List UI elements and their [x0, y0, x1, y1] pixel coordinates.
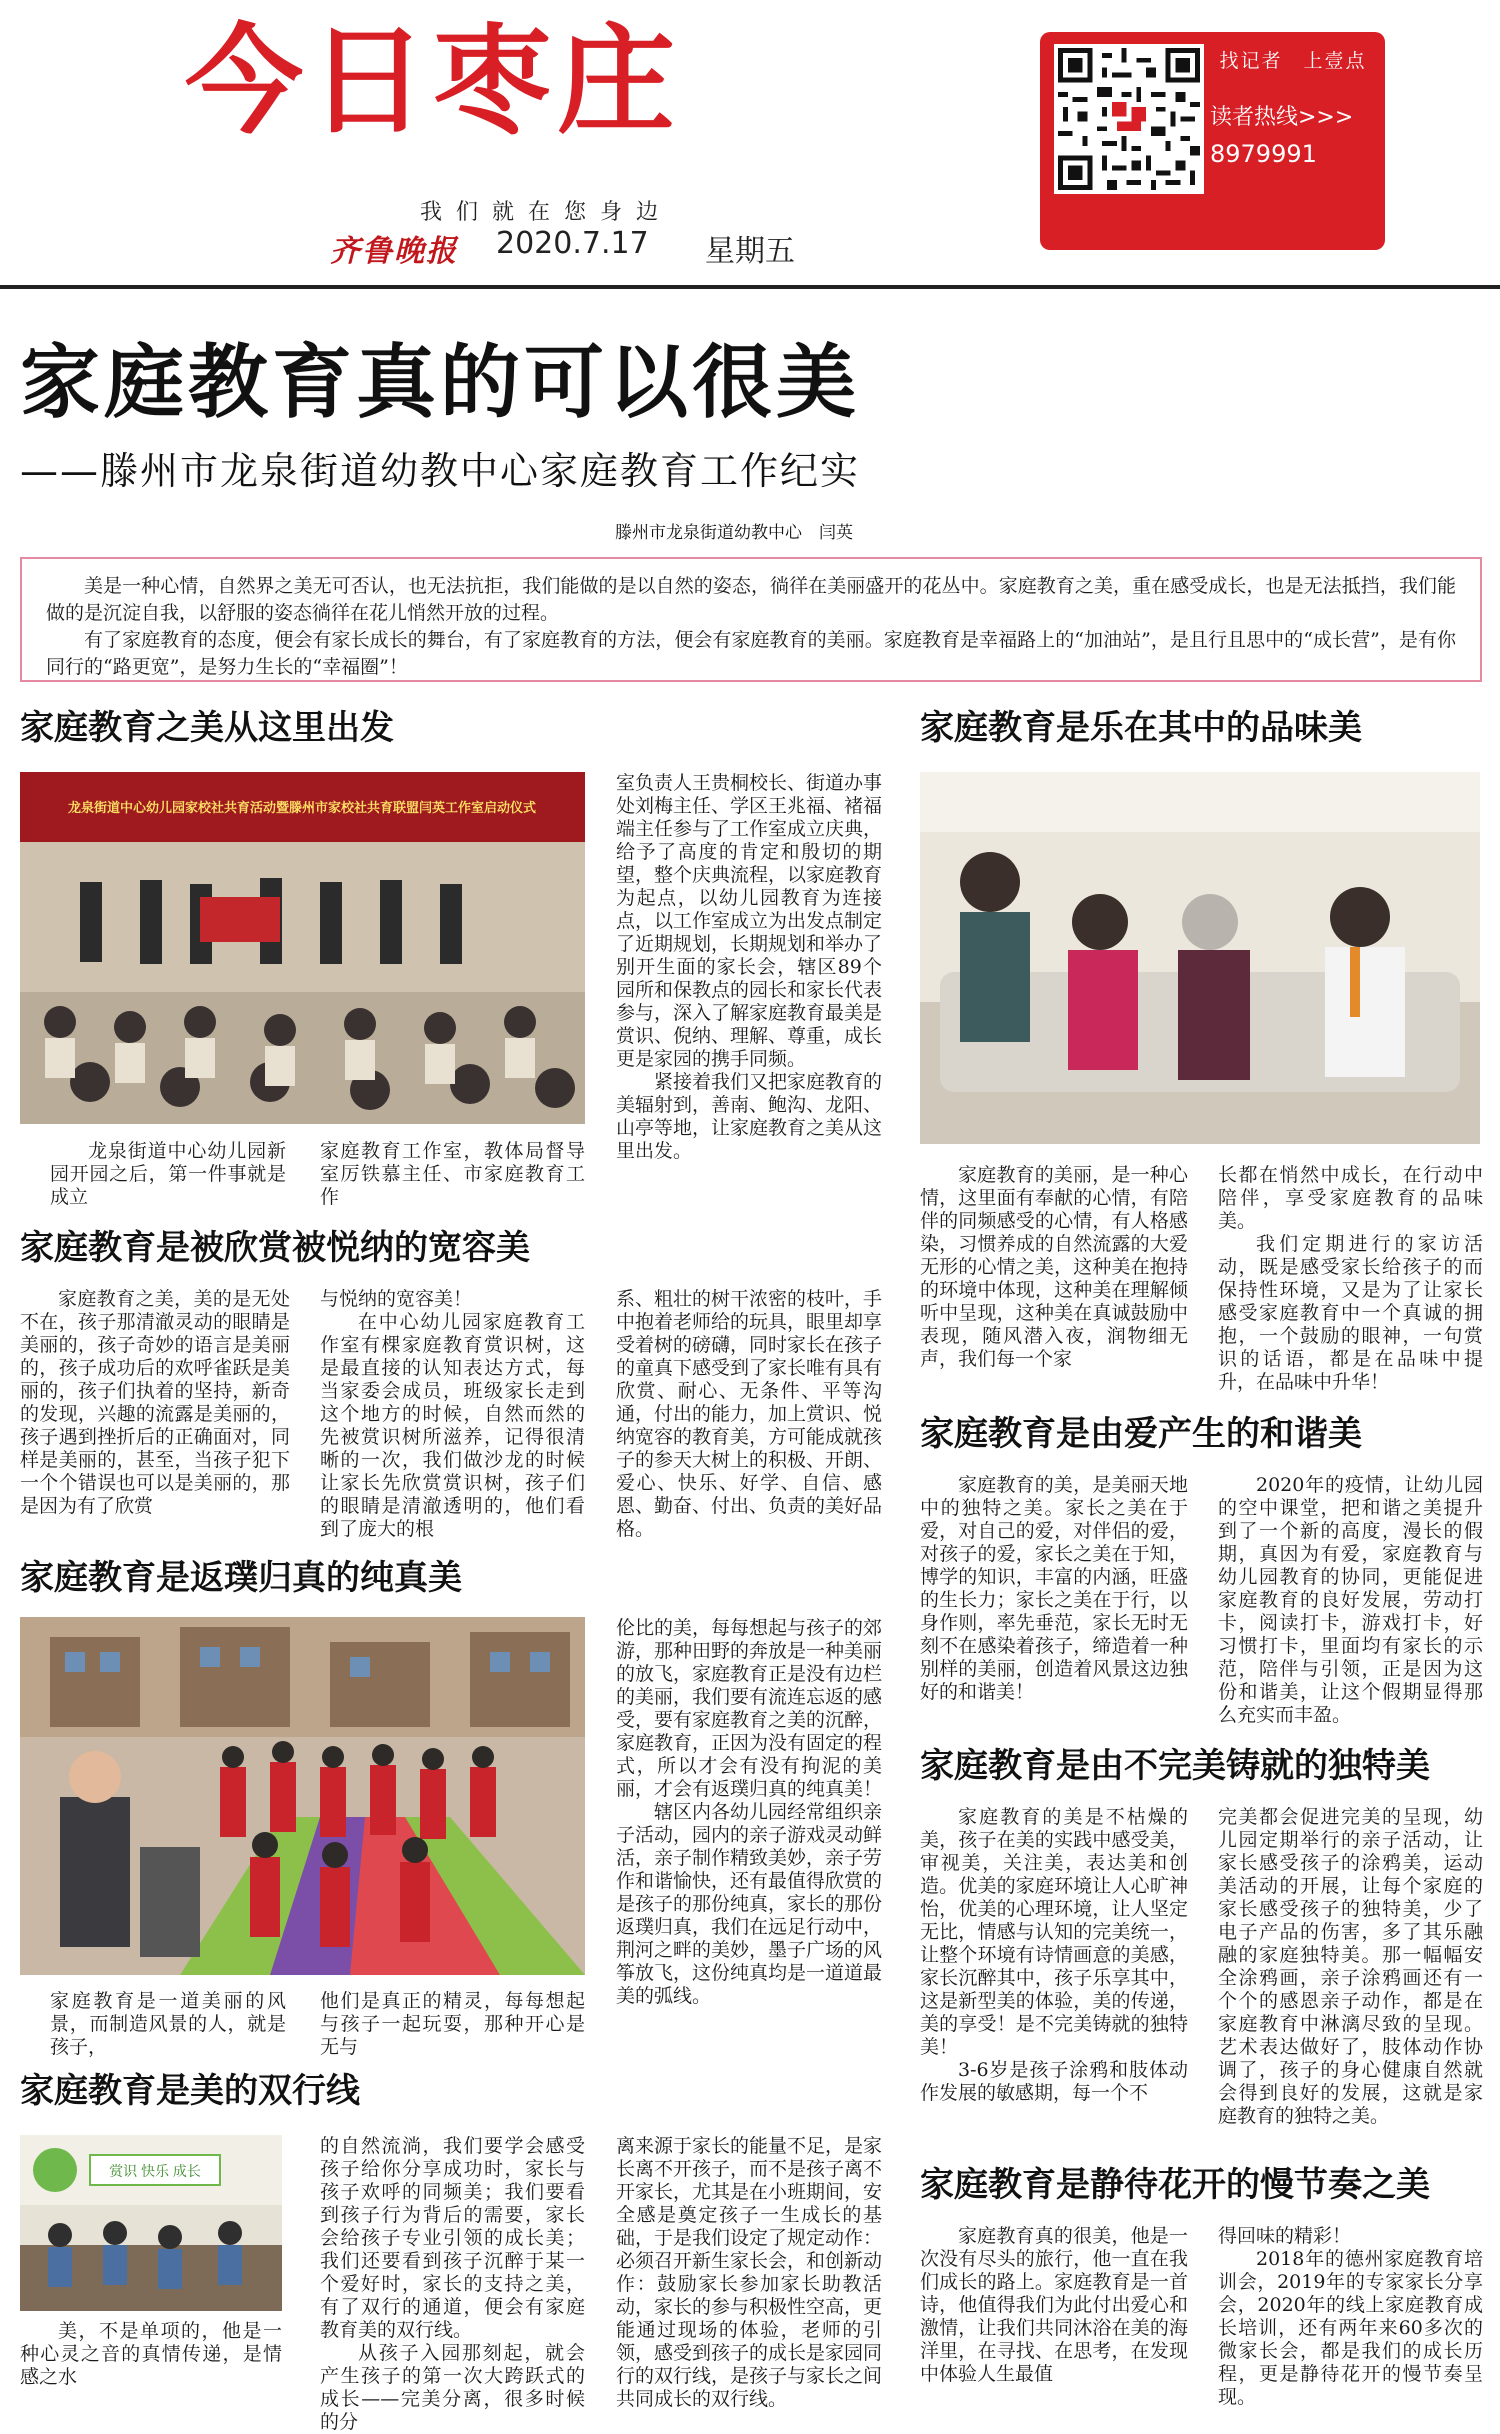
s1-text-col-c: [616, 772, 882, 1194]
article-headline: 家庭教育真的可以很美: [20, 336, 860, 429]
s7-text-col-b: [1218, 1806, 1483, 2136]
paragraph: 他们是真正的精灵，每每想起与孩子一起玩耍，那种开心是无与: [320, 1990, 585, 2058]
s7-text-col-a: [920, 1806, 1188, 2136]
paragraph: 美，不是单项的，他是一种心灵之音的真情传递，是情感之水: [20, 2320, 282, 2388]
s6-text-col-b: [1218, 1474, 1483, 1726]
paragraph: 离来源于家长的能量不足，是家长离不开孩子，而不是孩子离不开家长，尤其是在小班期间，安全感是奠定孩子一生成长的基础，于是我们设定了规定动作：必须召开新生家长会，和创新动作：鼓励家长参加家长助教活动，家长的参与积极性空高，更能通过现场的体验，老师的引领，感受到孩子的成长是家园同行的双行线，是孩子与家长之间共同成长的双行线。: [616, 2135, 883, 2410]
section-title: 家庭教育之美从这里出发: [20, 708, 394, 748]
paragraph: 家庭教育的美是不枯燥的美，孩子在美的实践中感受美，审视美，关注美，表达美和创造。优美的家庭环境让人心旷神怡，优美的心理环境，让人坚定无比，情感与认知的完美统一，让整个环境有诗情画意的美感，家长沉醉其中，孩子乐享其中，这是新型美的体验，美的传递，美的享受！是不完美铸就的独特美！: [920, 1806, 1188, 2058]
masthead-divider: [0, 285, 1500, 289]
s4-text-col-b: [320, 2135, 585, 2433]
hotline-label: 读者热线>>>: [1210, 105, 1354, 130]
section-title: 家庭教育是乐在其中的品味美: [920, 708, 1362, 748]
s2-text-col-b: [320, 1288, 585, 1538]
issue-date: 2020.7.17: [496, 226, 649, 261]
paper-name: 齐鲁晚报: [330, 234, 458, 269]
hotline-box: [1040, 32, 1385, 250]
intro-paragraph: 美是一种心情，自然界之美无可否认，也无法抗拒，我们能做的是以自然的姿态，徜徉在美丽盛开的花丛中。家庭教育之美，重在感受成长，也是无法抵挡，我们能做的是沉淀自我，以舒服的姿态徜徉在花儿悄然开放的过程。: [46, 575, 1456, 624]
paragraph: 紧接着我们又把家庭教育的美辐射到，善南、鲍沟、龙阳、山亭等地，让家庭教育之美从这里出发。: [616, 1071, 883, 1162]
paragraph: 龙泉街道中心幼儿园新园开园之后，第一件事就是成立: [50, 1140, 286, 1208]
masthead: [0, 0, 1500, 290]
paragraph: 从孩子入园那刻起，就会产生孩子的第一次大跨跃式的成长——完美分离，很多时候的分: [320, 2342, 585, 2433]
section-title: 家庭教育是由爱产生的和谐美: [920, 1414, 1362, 1454]
s2-text-col-c: [616, 1288, 882, 1538]
section-title: 家庭教育是由不完美铸就的独特美: [920, 1746, 1430, 1786]
s1-text-col-a: [50, 1140, 286, 1208]
paragraph: 系、粗壮的树干浓密的枝叶，手中抱着老师给的玩具，眼里却享受着树的磅礴，同时家长在孩子的童真下感受到了家长唯有具有欣赏、耐心、无条件、平等沟通，付出的能力，加上赏识、悦纳宽容的教育美，方可能成就孩子的参天大树上的积极、开朗、爱心、快乐、好学、自信、感恩、勤奋、付出、负责的美好品格。: [616, 1288, 883, 1540]
s4-text-col-a: [20, 2320, 282, 2388]
section-title: 家庭教育是返璞归真的纯真美: [20, 1558, 462, 1598]
s8-text-col-a: [920, 2225, 1188, 2395]
article-subhead: ——滕州市龙泉街道幼教中心家庭教育工作纪实: [20, 449, 861, 493]
hotline-number: 8979991: [1210, 140, 1317, 168]
home-visit-photo: [920, 772, 1480, 1144]
ceremony-photo: [20, 772, 585, 1124]
section-title: 家庭教育是美的双行线: [20, 2071, 360, 2111]
newspaper-slogan: 我们就在您身边: [420, 200, 673, 225]
paragraph: 2020年的疫情，让幼儿园的空中课堂，把和谐之美提升到了一个新的高度，漫长的假期，真因为有爱，家庭教育与幼儿园教育的协同，更能促进家庭教育的良好发展，劳动打卡，阅读打卡，游戏打卡，好习惯打卡，里面均有家长的示范，陪伴与引领，正是因为这份和谐美，让这个假期显得那么充实而丰盈。: [1218, 1474, 1483, 1726]
paragraph: 2018年的德州家庭教育培训会，2019年的专家家长分享会，2020年的线上家庭教育成长培训，还有两年来60多次的微家长会，都是我们的成长历程，更是静待花开的慢节奏呈现。: [1218, 2248, 1483, 2408]
s1-text-col-b: [320, 1140, 585, 1208]
paragraph: 室负责人王贵桐校长、街道办事处刘梅主任、学区王兆福、褚福端主任参与了工作室成立庆典，给予了高度的肯定和殷切的期望，整个庆典流程，以家庭教育为起点，以幼儿园教育为连接点，以工作室成立为出发点制定了近期规划，长期规划和举办了别开生面的家长会，辖区89个园所和保教点的园长和家长代表参与，深入了解家庭教育最美是赏识、倪纳、理解、尊重，成长更是家园的携手同频。: [616, 772, 883, 1070]
paragraph: 家庭教育真的很美，他是一次没有尽头的旅行，他一直在我们成长的路上。家庭教育是一首诗，他值得我们为此付出爱心和激情，让我们共同沐浴在美的海洋里，在寻找、在思考，在发现中体验人生最值: [920, 2225, 1188, 2385]
s3-text-col-a: [50, 1990, 286, 2058]
paragraph: 辖区内各幼儿园经常组织亲子活动，园内的亲子游戏灵动鲜活，亲子制作精致美妙，亲子劳作和谐愉快，还有最值得欣赏的是孩子的那份纯真，家长的那份返璞归真，我们在远足行动中，荆河之畔的美妙，墨子广场的风筝放飞，这份纯真均是一道道最美的弧线。: [616, 1801, 883, 2007]
s2-text-col-a: [20, 1288, 290, 1538]
s6-text-col-a: [920, 1474, 1188, 1704]
paragraph: 得回味的精彩！: [1218, 2225, 1352, 2247]
issue-weekday: 星期五: [705, 234, 795, 269]
outdoor-activity-photo: [20, 1617, 585, 1975]
paragraph: 伦比的美，每每想起与孩子的郊游，那种田野的奔放是一种美丽的放飞，家庭教育正是没有边栏的美丽，我们要有流连忘返的感受，要有家庭教育之美的沉醉，家庭教育，正因为没有固定的程式，所以才会有没有拘泥的美丽，才会有返璞归真的纯真美！: [616, 1617, 883, 1800]
paragraph: 我们定期进行的家访活动，既是感受家长给孩子的而保持性环境，又是为了让家长感受家庭教育中一个真诚的拥抱，一个鼓励的眼神，一句赏识的话语，都是在品味中提升，在品味中升华！: [1218, 1233, 1483, 1393]
paragraph: 家庭教育的美丽，是一种心情，这里面有奉献的心情，有陪伴的同频感受的心情，有人格感染，习惯养成的自然流露的大爱无形的心情之美，这种美在抱持的环境中体现，这种美在理解倾听中呈现，这种美在真诚鼓励中表现，随风潜入夜，润物细无声，我们每一个家: [920, 1164, 1188, 1370]
paragraph: 的自然流淌，我们要学会感受孩子给你分享成功时，家长与孩子欢呼的同频美；我们要看到孩子行为背后的需要，家长会给孩子专业引领的成长美；我们还要看到孩子沉醉于某一个爱好时，家长的支持之美，有了双行的通道，便会有家庭教育美的双行线。: [320, 2135, 585, 2341]
photo-wall-text: 赏识 快乐 成长: [109, 2163, 201, 2179]
intro-paragraph: 有了家庭教育的态度，便会有家长成长的舞台，有了家庭教育的方法，便会有家庭教育的美丽。家庭教育是幸福路上的“加油站”，是且行且思中的“成长营”，是有你同行的“路更宽”，是努力生长的“幸福圈”！: [46, 629, 1456, 678]
paragraph: 长都在悄然中成长，在行动中陪伴，享受家庭教育的品味美。: [1218, 1164, 1483, 1232]
paragraph: 家庭教育的美，是美丽天地中的独特之美。家长之美在于爱，对自己的爱，对伴侣的爱，对孩子的爱，家长之美在于知，博学的知识，丰富的内涵，旺盛的生长力；家长之美在于行，以身作则，率先垂范，家长无时无刻不在感染着孩子，缔造着一种别样的美丽，创造着风景这边独好的和谐美！: [920, 1474, 1188, 1703]
s4-text-col-c: [616, 2135, 883, 2410]
photo-banner-text: 龙泉街道中心幼儿园家校社共育活动暨滕州市家校社共育联盟闫英工作室启动仪式: [67, 801, 537, 816]
find-reporter-label: 找记者 上壹点: [1219, 50, 1367, 72]
s3-text-col-b: [320, 1990, 585, 2058]
article-byline: 滕州市龙泉街道幼教中心 闫英: [615, 523, 853, 543]
paragraph: 家庭教育工作室，教体局督导室厉铁慕主任、市家庭教育工作: [320, 1140, 585, 1208]
paragraph: 3-6岁是孩子涂鸦和肢体动作发展的敏感期，每一个不: [920, 2059, 1188, 2104]
qr-code-icon: [1054, 44, 1204, 194]
section-title: 家庭教育是被欣赏被悦纳的宽容美: [20, 1228, 530, 1268]
s5-text-col-b: [1218, 1164, 1483, 1393]
intro-box: [20, 557, 1482, 682]
section-title: 家庭教育是静待花开的慢节奏之美: [920, 2165, 1430, 2205]
s8-text-col-b: [1218, 2225, 1483, 2408]
s3-text-col-c: [616, 1617, 882, 2037]
newspaper-title: 今日枣庄: [185, 12, 682, 150]
paragraph: 完美都会促进完美的呈现，幼儿园定期举行的亲子活动，让家长感受孩子的涂鸦美，运动美活动的开展，让每个家庭的家长感受孩子的独特美，少了电子产品的伤害，多了其乐融融的家庭独特美。那一幅幅安全涂鸦画，亲子涂鸦画还有一个个的感恩亲子动作，都是在家庭教育中淋漓尽致的呈现。艺术表达做好了，肢体动作协调了，孩子的身心健康自然就会得到良好的发展，这就是家庭教育的独特之美。: [1218, 1806, 1483, 2127]
paragraph: 家庭教育是一道美丽的风景，而制造风景的人，就是孩子，: [50, 1990, 286, 2058]
paragraph: 在中心幼儿园家庭教育工作室有棵家庭教育赏识树，这是最直接的认知表达方式，每当家委会成员，班级家长走到这个地方的时候，自然而然的先被赏识树所滋养，记得很清晰的一次，我们做沙龙的时候让家长先欣赏赏识树，孩子们的眼睛是清澈透明的，他们看到了庞大的根: [320, 1311, 585, 1540]
paragraph: 家庭教育之美，美的是无处不在，孩子那清澈灵动的眼睛是美丽的，孩子奇妙的语言是美丽的，孩子成功后的欢呼雀跃是美丽的，孩子们执着的坚持，新奇的发现，兴趣的流露是美丽的，孩子遇到挫折后的正确面对，同样是美丽的，甚至，当孩子犯下一个个错误也可以是美丽的，那是因为有了欣赏: [20, 1288, 290, 1517]
paragraph: 与悦纳的宽容美！: [320, 1288, 473, 1310]
s5-text-col-a: [920, 1164, 1188, 1374]
parent-meeting-photo: [20, 2135, 282, 2311]
